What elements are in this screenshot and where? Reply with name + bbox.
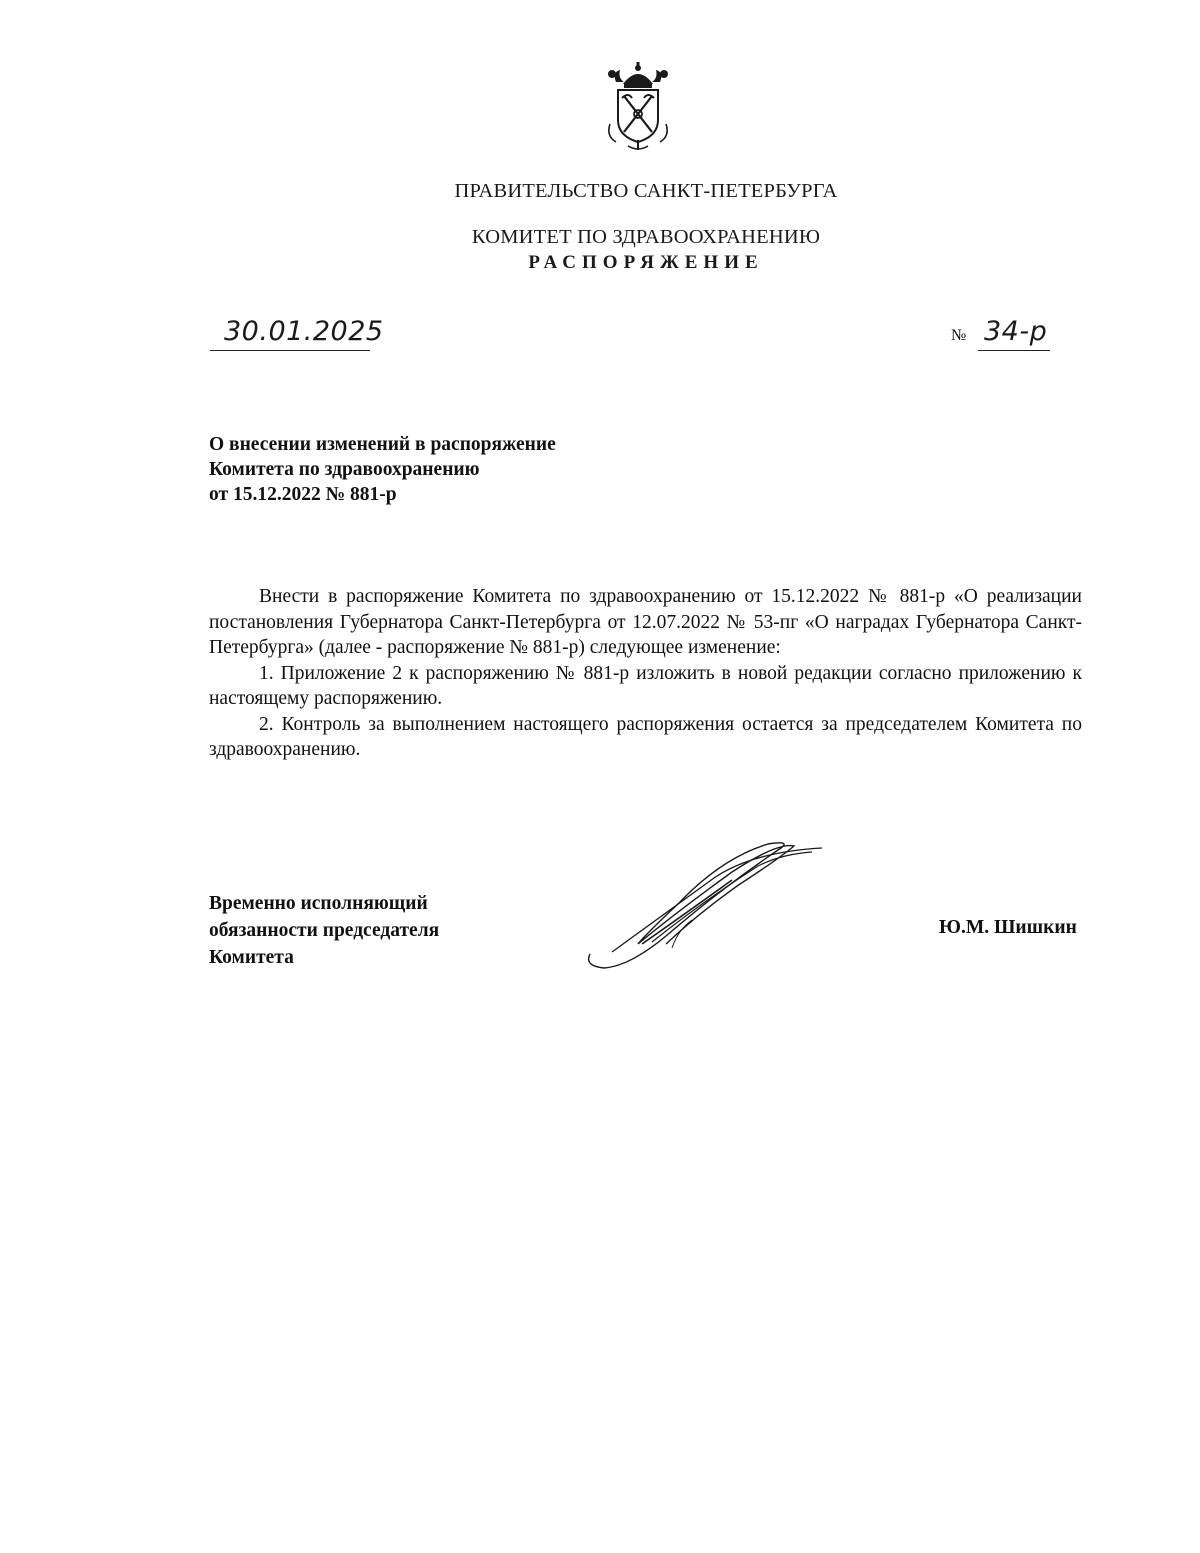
handwritten-signature — [582, 832, 832, 982]
signatory-position-line: обязанности председателя — [209, 920, 440, 941]
document-number: 34-р — [984, 316, 1048, 347]
signatory-position-line: Комитета — [209, 947, 294, 968]
document-number-field — [978, 316, 1050, 351]
subject-line: Комитета по здравоохранению — [209, 459, 480, 480]
government-title: ПРАВИТЕЛЬСТВО САНКТ-ПЕТЕРБУРГА — [454, 180, 838, 202]
signatory-position-line: Временно исполняющий — [209, 893, 428, 914]
body-item-1: 1. Приложение 2 к распоряжению № 881-р изложить в новой редакции согласно приложению к настоящему распоряжению. — [209, 662, 1082, 709]
committee-title: КОМИТЕТ ПО ЗДРАВООХРАНЕНИЮ — [471, 226, 821, 248]
document-subject — [209, 432, 556, 507]
number-sign: № — [951, 327, 967, 344]
subject-line: О внесении изменений в распоряжение — [209, 434, 556, 455]
document-body — [209, 584, 1082, 763]
coat-of-arms-emblem — [598, 62, 678, 152]
body-intro-paragraph: Внести в распоряжение Комитета по здравоохранению от 15.12.2022 № 881-р «О реализации постановления Губернатора Санкт-Петербурга от 12.07.2022 № 53-пг «О наградах Губернатора Санкт-Петербурга» (далее - распоряжение № 881-р) следующее изменение: — [209, 586, 1082, 658]
signatory-name: Ю.М. Шишкин — [939, 917, 1077, 938]
document-type-title: РАСПОРЯЖЕНИЕ — [528, 252, 764, 273]
body-item-2: 2. Контроль за выполнением настоящего распоряжения остается за председателем Комитета по здравоохранению. — [209, 713, 1082, 760]
document-date-field — [210, 316, 384, 351]
document-date: 30.01.2025 — [224, 316, 384, 347]
signatory-position — [209, 890, 439, 971]
subject-line: от 15.12.2022 № 881-р — [209, 484, 397, 505]
